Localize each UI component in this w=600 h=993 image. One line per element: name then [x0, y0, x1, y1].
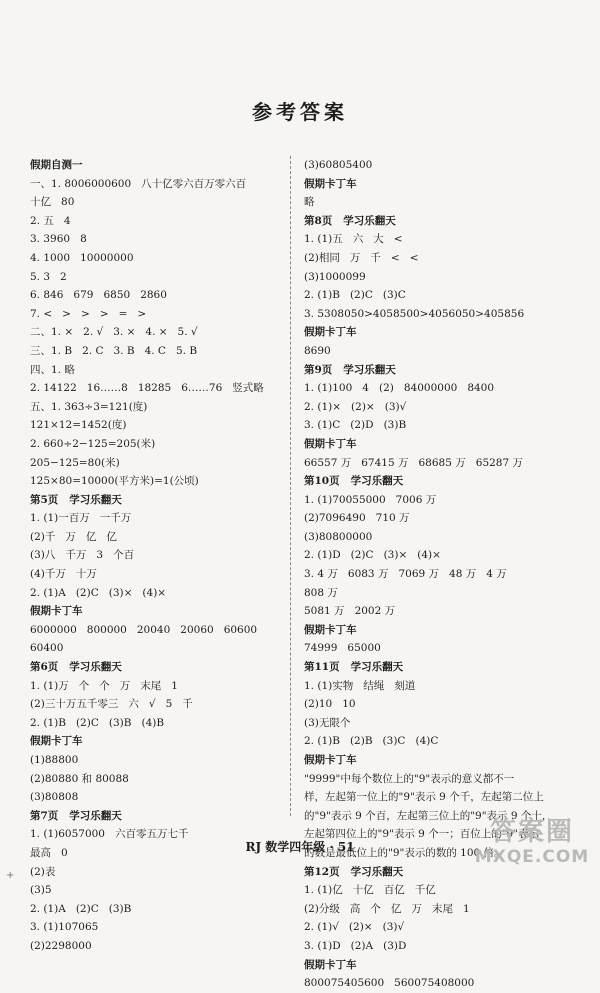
answer-line: 1. (1)五 六 大 < [304, 233, 403, 246]
answer-line: (3)80808 [30, 791, 79, 804]
section-heading: 假期卡丁车 [304, 754, 357, 766]
answer-line: 2. (1)B (2)B (3)C (4)C [304, 735, 439, 748]
section-heading: 第10页 学习乐翻天 [304, 475, 404, 488]
answer-line: 3. (1)107065 [30, 921, 99, 934]
answer-line: (2)表 [30, 865, 56, 878]
section-heading: 假期卡丁车 [30, 735, 83, 748]
answer-line: (2)相同 万 千 < < [304, 251, 419, 264]
answer-line: (3)60805400 [304, 159, 373, 171]
section-heading: 假期卡丁车 [304, 326, 357, 339]
section-heading: 第7页 学习乐翻天 [30, 809, 122, 822]
answer-line: 125×80=10000(平方米)=1(公顷) [30, 475, 199, 488]
answer-line: (3)无限个 [304, 716, 351, 729]
answer-line: 3. 4 万 6083 万 7069 万 48 万 4 万 [304, 568, 507, 581]
section-heading: 假期卡丁车 [304, 437, 357, 450]
answer-line: 1. (1)万 个 个 万 末尾 1 [30, 679, 178, 692]
answer-line: 5. 3 2 [30, 270, 67, 283]
answer-line: 4. 1000 10000000 [30, 251, 134, 264]
answer-line: 6000000 800000 20040 20060 60600 [30, 623, 258, 636]
answer-line: (2)分级 高 个 亿 万 末尾 1 [304, 902, 470, 915]
answer-line: 三、1. B 2. C 3. B 4. C 5. B [30, 344, 198, 357]
answer-line: (2)三十万五千零三 六 √ 5 千 [30, 698, 193, 711]
answer-line: (2)2298000 [30, 939, 92, 952]
answer-line: 3. (1)D (2)A (3)D [304, 939, 407, 952]
answer-line: 样，左起第一位上的"9"表示 9 个千，左起第二位上 [304, 791, 544, 804]
answer-line: (3)5 [30, 884, 52, 897]
answer-line: 十亿 80 [30, 196, 75, 209]
answer-line: 五、1. 363÷3=121(度) [30, 400, 148, 413]
answer-line: 7. < > > > = > [30, 307, 147, 320]
answer-line: 一、1. 8006000600 八十亿零六百万零六百 [30, 177, 247, 190]
answer-line: 略 [304, 196, 315, 209]
section-heading: 第12页 学习乐翻天 [304, 865, 404, 878]
answer-line: "9999"中每个数位上的"9"表示的意义都不一 [304, 772, 515, 785]
answer-line: (3)1000099 [304, 270, 366, 283]
answer-line: (2)10 10 [304, 698, 356, 711]
answer-line: 最高 0 [30, 846, 68, 859]
answer-line: 2. 660÷2−125=205(米) [30, 437, 156, 450]
section-heading: 第11页 学习乐翻天 [304, 661, 404, 674]
answer-line: 1. (1)亿 十亿 百亿 千亿 [304, 884, 436, 897]
page-title: 参考答案 [252, 100, 348, 124]
watermark-logo [472, 817, 592, 883]
section-heading: 假期自测一 [30, 159, 83, 171]
answer-line: 2. (1)× (2)× (3)√ [304, 400, 407, 413]
answer-line: 808 万 [304, 586, 338, 599]
answer-line: 3. (1)C (2)D (3)B [304, 419, 407, 432]
answer-line: 6. 846 679 6850 2860 [30, 289, 167, 302]
answer-line: 2. (1)B (2)C (3)B (4)B [30, 716, 165, 729]
answer-line: 的数是最低位上的"9"表示的数的 100 倍。 [304, 846, 505, 859]
answer-line: 2. (1)A (2)C (3)× (4)× [30, 586, 167, 599]
answer-line: 左起第四位上的"9"表示 9 个一；百位上的"9"表示 [304, 828, 540, 841]
answer-line: 5081 万 2002 万 [304, 605, 396, 618]
answer-line: 74999 65000 [304, 642, 381, 655]
column-divider [290, 156, 291, 816]
section-heading: 第5页 学习乐翻天 [30, 493, 122, 506]
page-footer: RJ 数学四年级 · 51 [245, 840, 355, 854]
answer-line: (4)千万 十万 [30, 568, 97, 581]
section-heading: 第8页 学习乐翻天 [304, 214, 396, 227]
answer-line: 2. 五 4 [30, 214, 71, 227]
answer-line: (2)千 万 亿 亿 [30, 530, 117, 543]
section-heading: 假期卡丁车 [30, 605, 83, 618]
answer-line: 2. (1)D (2)C (3)× (4)× [304, 549, 441, 562]
answer-line: 2. (1)B (2)C (3)C [304, 289, 406, 302]
answer-column-left [30, 156, 285, 956]
answer-line: 1. (1)实物 结绳 刻道 [304, 679, 416, 692]
answer-line: 2. (1)A (2)C (3)B [30, 902, 132, 915]
answer-line: (3)八 千万 3 个百 [30, 549, 135, 562]
answer-line: 3. 3960 8 [30, 233, 87, 246]
answer-line: 四、1. 略 [30, 363, 75, 376]
answer-line: 二、1. × 2. √ 3. × 4. × 5. √ [30, 326, 198, 339]
answer-line: 8690 [304, 344, 331, 357]
answer-line: 的"9"表示 9 个百，左起第三位上的"9"表示 9 个十， [304, 809, 553, 822]
section-heading: 假期卡丁车 [304, 623, 357, 636]
section-heading: 第6页 学习乐翻天 [30, 661, 122, 674]
answer-line: 3. 5308050>4058500>4056050>405856 [304, 307, 525, 320]
watermark-top-text: 答案圈 [489, 817, 574, 847]
answer-line: 121×12=1452(度) [30, 419, 127, 432]
section-heading: 假期卡丁车 [304, 177, 357, 190]
corner-mark: + [6, 870, 15, 881]
watermark-bottom-text: MXQE.COM [474, 847, 590, 867]
answer-line: (2)7096490 710 万 [304, 512, 410, 525]
answer-line: (2)80880 和 80088 [30, 772, 129, 785]
answer-line: (1)88800 [30, 754, 79, 766]
answer-line: 1. (1)70055000 7006 万 [304, 493, 437, 506]
answer-line: 1. (1)6057000 六百零五万七千 [30, 828, 189, 841]
answer-line: 205−125=80(米) [30, 456, 120, 469]
answer-line: 2. 14122 16……8 18285 6……76 竖式略 [30, 382, 264, 395]
answer-line: 1. (1)一百万 一千万 [30, 512, 132, 525]
answer-line: 66557 万 67415 万 68685 万 65287 万 [304, 456, 523, 469]
answer-line: 800075405600 560075408000 [304, 977, 475, 990]
answer-line: 1. (1)100 4 (2) 84000000 8400 [304, 382, 495, 395]
answer-line: (3)80800000 [304, 530, 373, 543]
answer-line: 2. (1)√ (2)× (3)√ [304, 921, 405, 934]
section-heading: 假期卡丁车 [304, 958, 357, 971]
answer-line: 60400 [30, 642, 64, 655]
section-heading: 第9页 学习乐翻天 [304, 363, 396, 376]
